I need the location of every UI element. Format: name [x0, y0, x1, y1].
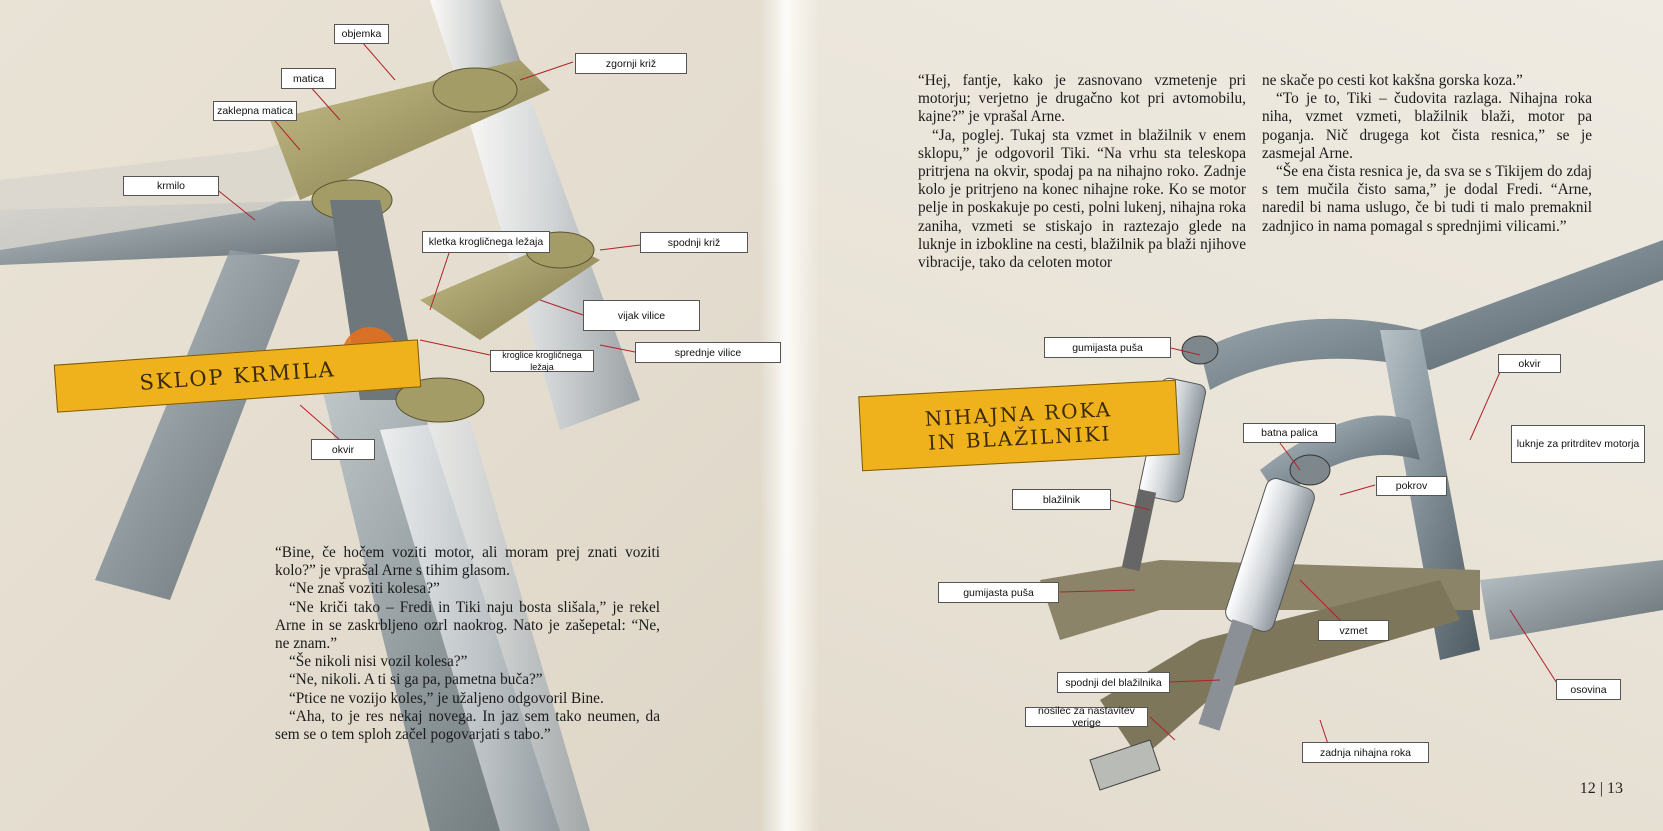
- page-numbers: 12 | 13: [1579, 780, 1623, 797]
- label-zadnja-nihajna-roka: zadnja nihajna roka: [1302, 742, 1429, 763]
- paragraph: ne skače po cesti kot kakšna gorska koza.”: [1262, 72, 1523, 89]
- label-gumijasta-pusa-top: gumijasta puša: [1044, 337, 1171, 358]
- paragraph: “Ne, nikoli. A ti si ga pa, pametna buča?”: [289, 671, 543, 689]
- label-kroglice-kroglicnega-lezaja: kroglice krogličnega ležaja: [490, 350, 594, 372]
- paragraph: “Hej, fantje, kako je zasnovano vzmetenje pri motorju; verjetno je drugačno kot pri avtomobilu, kajne?” je vprašal Arne.: [918, 72, 1246, 126]
- label-zgornji-kriz: zgornji križ: [575, 53, 687, 74]
- banner-line-1: NIHAJNA ROKA: [924, 396, 1113, 431]
- paragraph: “Ne kriči tako – Fredi in Tiki naju bosta slišala,” je rekel Arne in se zaskrbljeno ozrl naokrog. Nato je zašepetal: “Ne, ne znam.”: [275, 598, 660, 653]
- label-gumijasta-pusa-bottom: gumijasta puša: [938, 582, 1059, 603]
- label-osovina: osovina: [1556, 679, 1621, 700]
- left-page-text: [275, 544, 660, 744]
- label-objemka: objemka: [334, 24, 389, 44]
- label-spodnji-kriz: spodnji križ: [640, 232, 748, 253]
- paragraph: “Bine, če hočem voziti motor, ali moram prej znati voziti kolo?” je vprašal Arne s tihim glasom.: [275, 544, 660, 580]
- paragraph: “To je to, Tiki – čudovita razlaga. Nihajna roka niha, vzmet vzmeti, blažilnik blaži, motor pa poganja. Nič drugega kot čista resnica,” se je zasmejal Arne.: [1262, 90, 1592, 162]
- label-krmilo: krmilo: [123, 176, 219, 196]
- right-page-column-2: [1262, 72, 1592, 236]
- paragraph: “Še nikoli nisi vozil kolesa?”: [289, 653, 468, 671]
- paragraph: “Ja, poglej. Tukaj sta vzmet in blažilnik v enem sklopu,” je odgovoril Tiki. “Na vrhu sta teleskopa pritrjena na okvir, spodaj pa na nihajno roko. Zadnje kolo je pritrjeno na konec nihajne roke. Ko se motor pelje in poskakuje po cesti, polni lukenj, nihajna roka zaniha, vzmeti se stiskajo in raztezajo glede na luknje in izbokline na cesti, blažilnik pa blaži njihove vibracije, tako da celoten motor: [918, 126, 1246, 272]
- banner-sklop-krmila: SKLOP KRMILA: [54, 339, 421, 412]
- label-nosilec-za-nastavitev-verige: nosilec za nastavitev verige: [1025, 707, 1148, 727]
- paragraph: “Aha, to je res nekaj novega. In jaz sem tako neumen, da sem se o tem sploh začel pogovarjati s tabo.”: [275, 707, 660, 744]
- label-vzmet: vzmet: [1318, 620, 1389, 641]
- label-kletka-kroglicnega-lezaja: kletka krogličnega ležaja: [422, 231, 550, 253]
- label-okvir-left: okvir: [311, 439, 375, 460]
- label-pokrov: pokrov: [1376, 476, 1447, 496]
- label-okvir-right: okvir: [1498, 354, 1561, 373]
- label-spodnji-del-blazilnika: spodnji del blažilnika: [1057, 672, 1170, 693]
- paragraph: “Ne znaš voziti kolesa?”: [289, 580, 440, 598]
- label-batna-palica: batna palica: [1243, 423, 1336, 443]
- label-zaklepna-matica: zaklepna matica: [213, 101, 297, 121]
- label-matica: matica: [281, 68, 336, 89]
- banner-line-2: IN BLAŽILNIKI: [927, 420, 1112, 455]
- label-sprednje-vilice: sprednje vilice: [635, 342, 781, 363]
- paragraph: “Še ena čista resnica je, da sva se s Tikijem do zdaj s tem mučila čisto sama,” je dodal Fredi. “Arne, naredil bi nama uslugo, če bi tudi ti malo premaknil zadnjico in nama pomagal s sprednjimi vilicami.”: [1262, 163, 1592, 235]
- label-luknje-za-pritrditev-motorja: luknje za pritrditev motorja: [1511, 425, 1645, 463]
- right-page-column-1: [918, 72, 1246, 272]
- label-vijak-vilice: vijak vilice: [583, 300, 700, 331]
- paragraph: “Ptice ne vozijo koles,” je užaljeno odgovoril Bine.: [289, 689, 604, 707]
- label-blazilnik: blažilnik: [1012, 489, 1111, 510]
